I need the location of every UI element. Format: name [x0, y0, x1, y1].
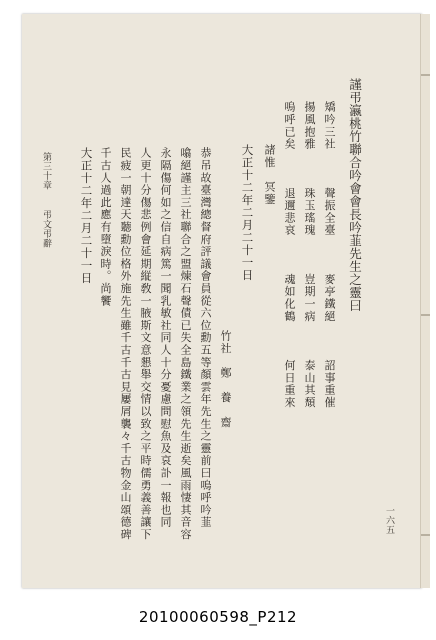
text-column: 人更十分傷悲例會延期縦敎一腋斯文意懇舉交情以致之平時儒勇義善讓下: [139, 147, 152, 541]
text-column: 恭吊故臺灣總督府評議會員從六位勳五等顏雲年先生之靈前曰嗚呼吟韮: [199, 147, 212, 529]
text-column: 矯吟三社 聲振全臺 麥亭鐵絕 詔事重催: [323, 101, 336, 409]
text-column: 謹弔瀛桃竹聯合吟會會長吟韮先生之靈曰: [347, 78, 363, 312]
page-number: 一六五: [384, 506, 394, 535]
text-column: 諸惟 冥鑒: [263, 144, 276, 206]
text-column: 民疲一朝達天聽勳位格外施先生雖千古千古見屢屑襲々千古物金山頌德碑: [119, 147, 132, 541]
footer-chapter: 第三十章: [41, 152, 51, 190]
text-column: 竹社 鄭 養 齋: [219, 330, 232, 429]
text-column: 千古人過此應有墮淚時。尚饗: [99, 147, 112, 307]
text-column: 揚風抱雅 珠玉瑤瑰 豈期一病 泰山其頹: [303, 101, 316, 409]
text-column: 永隔傷何如之信自病篤一聞乳敏社同人十分憂慮問慰魚及哀訃一報也同: [159, 147, 172, 529]
text-column: 噏絕謹主三社聯合之盟煉石聲債已失全島鐵業之領先生逝矣風雨悽其音容: [179, 147, 192, 541]
text-column: 大正十二年二月二十一日: [240, 144, 255, 282]
text-column: 嗚呼已矣 退邇悲哀 魂如化鶴 何日重來: [283, 101, 296, 409]
image-caption: 20100060598_P212: [138, 608, 298, 626]
text-column: 大正十二年二月二十一日: [79, 147, 94, 285]
page-edge-tab: [420, 14, 430, 588]
footer-section: 弔文弔辭: [41, 210, 51, 248]
